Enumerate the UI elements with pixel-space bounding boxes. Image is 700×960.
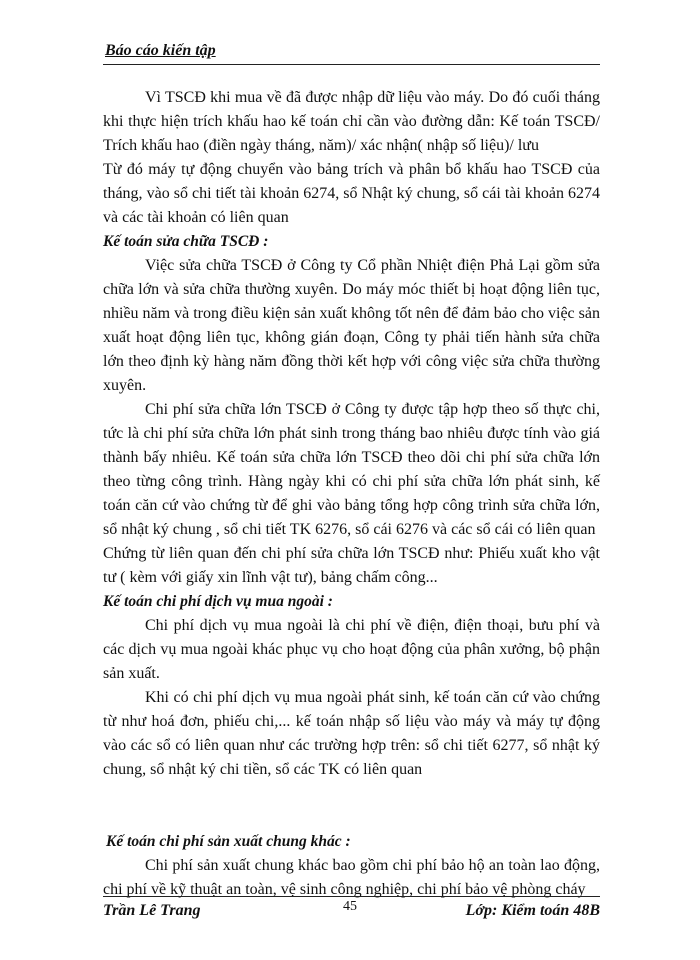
heading-repair: Kế toán sửa chữa TSCĐ : xyxy=(103,233,269,250)
footer-class: Lớp: Kiểm toán 48B xyxy=(465,902,600,919)
paragraph-services-definition: Chi phí dịch vụ mua ngoài là chi phí về điện, điện thoại, bưu phí và các dịch vụ mua ngoài khác phục vụ cho hoạt động của phân xưởng, bộ phận sản xuất. xyxy=(103,617,600,682)
spacer xyxy=(103,782,600,806)
paragraph-auto-transfer: Từ đó máy tự động chuyển vào bảng trích và phân bổ khấu hao TSCĐ của tháng, vào sổ chi tiết tài khoản 6274, sổ Nhật ký chung, sổ cái tài khoản 6274 và các tài khoản có liên quan xyxy=(103,161,600,226)
paragraph-repair-costs: Chi phí sửa chữa lớn TSCĐ ở Công ty được tập hợp theo số thực chi, tức là chi phí sửa chữa lớn phát sinh trong tháng bao nhiêu được tính vào giá thành bấy nhiêu. Kế toán sửa chữa lớn TSCĐ theo dõi chi phí sửa chữa lớn theo từng công trình. Hàng ngày khi có chi phí sửa chữa lớn phát sinh, kế toán căn cứ vào chứng từ để ghi vào bảng tổng hợp công trình sửa chữa lớn, sổ nhật ký chung , sổ chi tiết TK 6276, sổ cái 6276 và các sổ cái có liên quan xyxy=(103,401,600,538)
page-header xyxy=(103,42,600,65)
paragraph-other-overheads: Chi phí sản xuất chung khác bao gồm chi phí bảo hộ an toàn lao động, chi phí về kỹ thuật an toàn, vệ sinh công nghiệp, chi phí bảo vệ phòng cháy xyxy=(103,857,600,898)
paragraph-repair-overview: Việc sửa chữa TSCĐ ở Công ty Cổ phần Nhiệt điện Phả Lại gồm sửa chữa lớn và sửa chữa thường xuyên. Do máy móc thiết bị hoạt động liên tục, nhiều năm và trong điều kiện sản xuất không tốt nên để đảm bảo cho việc sản xuất hoạt động liên tục, không gián đoạn, Công ty phải tiến hành sửa chữa lớn theo định kỳ hàng năm đồng thời kết hợp với công việc sửa chữa thường xuyên. xyxy=(103,257,600,394)
footer-author: Trần Lê Trang xyxy=(103,902,201,919)
spacer xyxy=(103,806,600,830)
paragraph-services-entry: Khi có chi phí dịch vụ mua ngoài phát sinh, kế toán căn cứ vào chứng từ như hoá đơn, phiếu chi,... kế toán nhập số liệu vào máy và máy tự động vào các sổ có liên quan như các trường hợp trên: sổ chi tiết 6277, sổ nhật ký chung, sổ nhật ký chi tiền, sổ các TK có liên quan xyxy=(103,689,600,778)
page-footer xyxy=(103,896,600,923)
header-title: Báo cáo kiến tập xyxy=(105,42,216,59)
paragraph-repair-documents: Chứng từ liên quan đến chi phí sửa chữa lớn TSCĐ như: Phiếu xuất kho vật tư ( kèm với giấy xin lĩnh vật tư), bảng chấm công... xyxy=(103,545,600,586)
document-body xyxy=(103,86,600,902)
heading-purchased-services: Kế toán chi phí dịch vụ mua ngoài : xyxy=(103,593,333,610)
paragraph-depreciation-entry: Vì TSCĐ khi mua về đã được nhập dữ liệu vào máy. Do đó cuối tháng khi thực hiện trích khấu hao kế toán chỉ cần vào đường dẫn: Kế toán TSCĐ/ Trích khấu hao (điền ngày tháng, năm)/ xác nhận( nhập số liệu)/ lưu xyxy=(103,89,600,154)
heading-other-overheads: Kế toán chi phí sản xuất chung khác : xyxy=(106,833,351,850)
page-number: 45 xyxy=(343,899,357,914)
